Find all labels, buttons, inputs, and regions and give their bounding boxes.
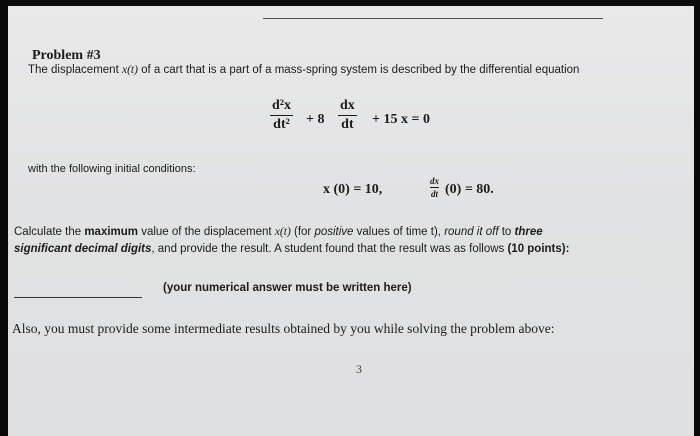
answer-hint: (your numerical answer must be written here) — [163, 282, 412, 294]
intro-text-pre: The displacement — [28, 64, 122, 76]
condition-x0: x (0) = 10, — [323, 182, 383, 197]
intro-variable: x(t) — [121, 64, 138, 76]
initial-conditions — [323, 176, 543, 206]
second-derivative-fraction — [270, 98, 293, 133]
question-text: (for — [290, 226, 315, 238]
fraction-bar — [270, 115, 293, 116]
fraction-numerator: dx — [340, 98, 355, 113]
problem-title: Problem #3 — [32, 48, 101, 63]
fraction-numerator: d²x — [272, 98, 291, 113]
fraction-bar — [430, 187, 439, 188]
question-emphasis-three: three — [514, 226, 543, 238]
derivative-small-fraction — [430, 176, 439, 199]
question-emphasis-digits: significant decimal digits — [14, 243, 152, 255]
first-derivative-fraction — [338, 98, 357, 133]
question-emphasis-round: round it off — [444, 226, 499, 238]
fraction-numerator: dx — [430, 176, 439, 186]
question-text: to — [498, 226, 515, 238]
fraction-denominator: dt² — [273, 117, 290, 132]
question-text: values of time t), — [353, 226, 445, 238]
equation-remainder: + 15 x = 0 — [372, 112, 430, 127]
top-rule — [263, 18, 603, 19]
fraction-denominator: dt — [341, 117, 354, 132]
question-text: value of the displacement — [138, 226, 275, 238]
fraction-bar — [338, 115, 357, 116]
fraction-denominator: dt — [430, 189, 438, 199]
problem-intro — [28, 64, 579, 76]
differential-equation — [260, 98, 500, 146]
question-variable: x(t) — [274, 226, 291, 238]
question-emphasis-maximum: maximum — [84, 226, 139, 238]
question-line-1 — [14, 226, 543, 238]
answer-blank-line[interactable] — [14, 297, 142, 298]
intermediate-results-prompt: Also, you must provide some intermediate results obtained by you while solving the problem above: — [12, 321, 555, 336]
page-number: 3 — [356, 362, 362, 376]
question-text: Calculate the — [14, 226, 85, 238]
conditions-label: with the following initial conditions: — [28, 163, 196, 175]
coefficient-term: + 8 — [306, 112, 325, 127]
question-text: , and provide the result. A student found that the result was as follows — [151, 243, 508, 255]
intro-text-post: of a cart that is a part of a mass-spring system is described by the differential equation — [137, 64, 580, 76]
question-line-2 — [14, 243, 569, 255]
question-points: (10 points): — [507, 243, 570, 255]
worksheet-page — [8, 6, 694, 436]
question-emphasis-positive: positive — [314, 226, 354, 238]
condition-v0: (0) = 80. — [445, 182, 494, 197]
